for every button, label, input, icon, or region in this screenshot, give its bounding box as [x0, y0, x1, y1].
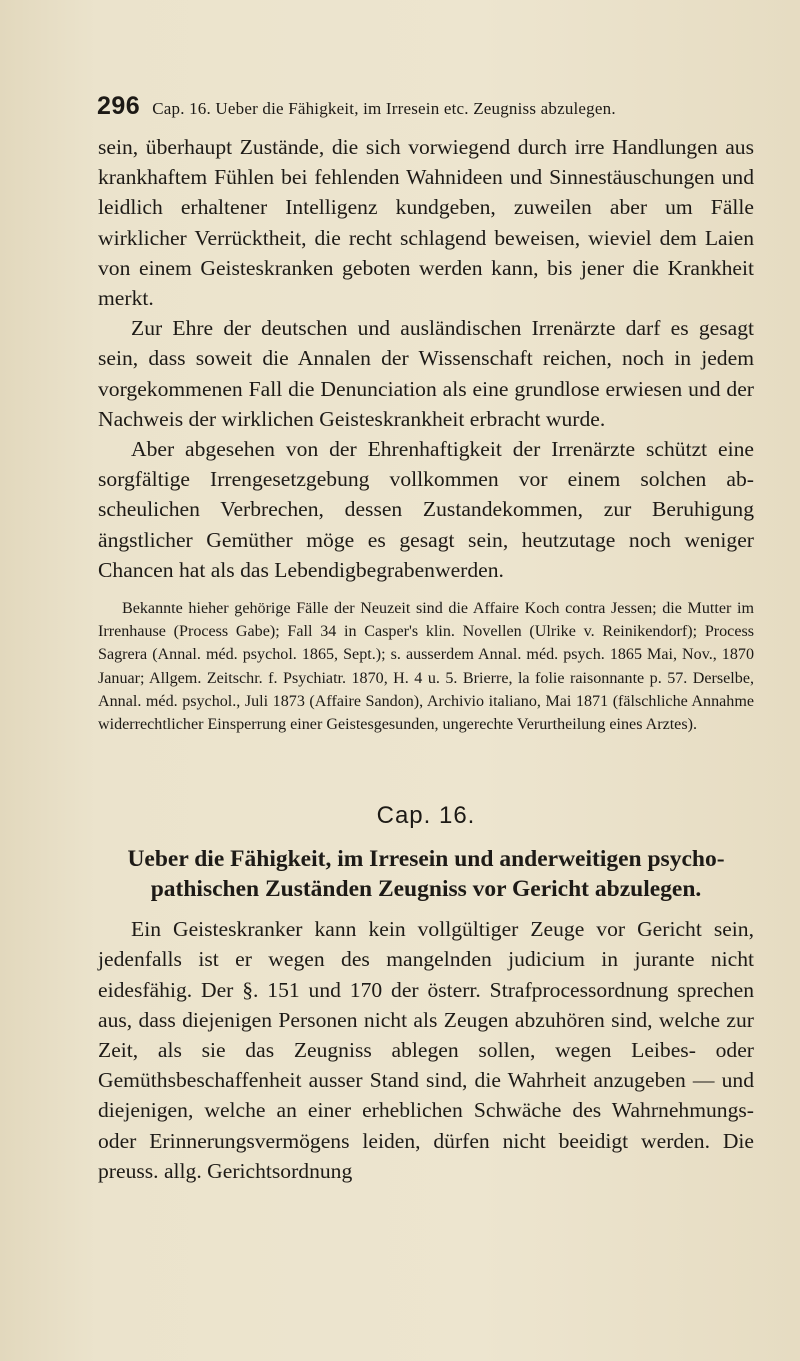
body-text	[98, 132, 754, 585]
paragraph: Zur Ehre der deutschen und ausländischen Irrenärzte darf es gesagt sein, dass soweit die Annalen der Wissenschaft reichen, noch in jedem vorgekommenen Fall die Denunciation als eine grundlose erwiesen und der Nachweis der wirklichen Geisteskrankheit erbracht wurde.	[98, 316, 754, 431]
running-head: Cap. 16. Ueber die Fähigkeit, im Irresein etc. Zeugniss abzulegen.	[152, 99, 616, 118]
page-number: 296	[97, 92, 141, 120]
paragraph: Ein Geisteskranker kann kein vollgültiger Zeuge vor Gericht sein, jedenfalls ist er wegen des mangelnden judicium in jurante nicht eidesfähig. Der §. 151 und 170 der österr. Strafprocessordnung sprechen aus, dass diejenigen Personen nicht als Zeugen abzuhören sind, welche zur Zeit, als sie das Zeugniss ablegen sollen, wegen Leibes- oder Gemüthsbeschaffenheit ausser Stand sind, die Wahrheit anzugeben — und diejenigen, welche an einer erheblichen Schwäche des Wahrnehmungs- oder Erinnerungsvermögens leiden, dürfen nicht beeidigt werden. Die preuss. allg. Gerichtsordnung	[98, 917, 754, 1183]
text-block	[98, 132, 754, 1186]
page-header	[97, 92, 737, 121]
paragraph: Aber abgesehen von der Ehrenhaftigkeit der Irrenärzte schützt eine sorgfältige Irrengesetzgebung vollkommen vor einem solchen abscheulichen Verbrechen, dessen Zustandekommen, zur Beruhigung ängstlicher Gemüther möge es gesagt sein, heutzutage noch weniger Chancen hat als das Lebendigbegrabenwerden.	[98, 437, 754, 582]
chapter-title: Ueber die Fähigkeit, im Irresein und anderweitigen psychopathischen Zuständen Zeugniss vor Gericht abzulegen.	[127, 846, 725, 903]
chapter-body	[98, 914, 754, 1186]
chapter-label: Cap. 16.	[376, 802, 476, 830]
footnote: Bekannte hieher gehörige Fälle der Neuzeit sind die Affaire Koch contra Jessen; die Mutter im Irrenhause (Process Gabe); Fall 34 in Casper's klin. Novellen (Ulrike v. Reinikendorf); Process Sagrera (Annal. méd. psychol. 1865, Sept.); s. ausserdem Annal. méd. psych. 1865 Mai, Nov., 1870 Januar; Allgem. Zeitschr. f. Psychiatr. 1870, H. 4 u. 5. Brierre, la folie raisonnante p. 57. Derselbe, Annal. méd. psychol., Juli 1873 (Affaire Sandon), Archivio italiano, Mai 1871 (fälschliche Annahme widerrechtlicher Einsperrung einer Geistesgesunden, ungerechte Verurtheilung eines Arztes).	[98, 600, 754, 734]
paragraph-continuation: sein, überhaupt Zustände, die sich vorwiegend durch irre Handlungen aus krankhaftem Fühlen bei fehlenden Wahnideen und Sinnestäuschungen und leidlich erhaltener Intelligenz kundgeben, zuweilen aber um Fälle wirklicher Verrücktheit, die recht schlagend beweisen, wieviel dem Laien von einem Geisteskranken geboten werden kann, bis jener die Krankheit merkt.	[98, 135, 754, 311]
